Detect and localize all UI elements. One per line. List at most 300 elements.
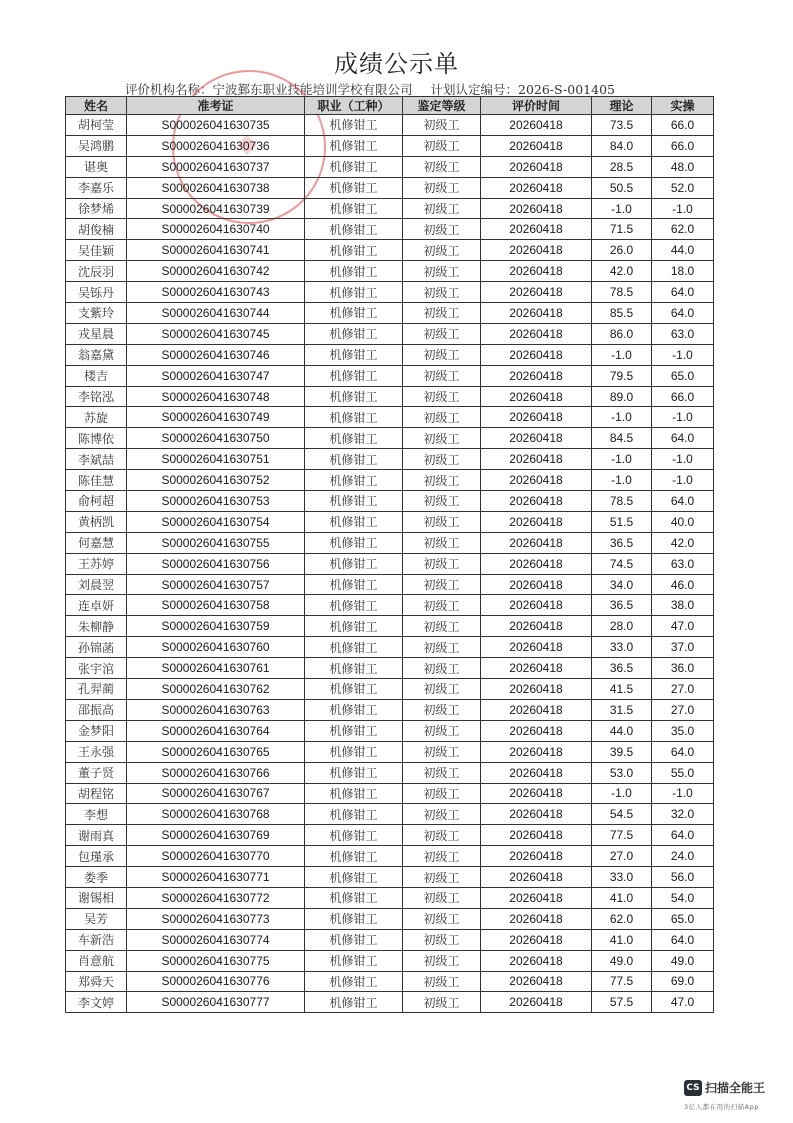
cell-practical: 65.0 — [652, 908, 714, 929]
cell-practical: -1.0 — [652, 198, 714, 219]
table-row — [66, 553, 714, 574]
cell-name: 李铭泓 — [66, 386, 127, 407]
cell-practical: 37.0 — [652, 637, 714, 658]
cell-name: 王苏婷 — [66, 553, 127, 574]
table-row — [66, 135, 714, 156]
cell-theory: 36.5 — [592, 595, 652, 616]
cell-theory: 85.5 — [592, 303, 652, 324]
cell-level: 初级工 — [403, 741, 481, 762]
cell-practical: 47.0 — [652, 992, 714, 1013]
cell-date: 20260418 — [481, 741, 592, 762]
cell-theory: 57.5 — [592, 992, 652, 1013]
cell-occupation: 机修钳工 — [305, 595, 403, 616]
cell-level: 初级工 — [403, 929, 481, 950]
cell-practical: 64.0 — [652, 282, 714, 303]
cell-level: 初级工 — [403, 156, 481, 177]
table-row — [66, 971, 714, 992]
cell-occupation: 机修钳工 — [305, 344, 403, 365]
cell-date: 20260418 — [481, 115, 592, 136]
table-row — [66, 825, 714, 846]
cell-level: 初级工 — [403, 971, 481, 992]
table-row — [66, 115, 714, 136]
cell-theory: 79.5 — [592, 365, 652, 386]
cell-name: 李嘉乐 — [66, 177, 127, 198]
cell-practical: 66.0 — [652, 115, 714, 136]
cell-practical: 48.0 — [652, 156, 714, 177]
cell-level: 初级工 — [403, 491, 481, 512]
cell-name: 谌奥 — [66, 156, 127, 177]
cell-date: 20260418 — [481, 135, 592, 156]
header-level: 鉴定等级 — [403, 97, 481, 115]
cell-date: 20260418 — [481, 470, 592, 491]
table-row — [66, 177, 714, 198]
cell-name: 郑舜天 — [66, 971, 127, 992]
cell-practical: 42.0 — [652, 532, 714, 553]
watermark-tagline: 3亿人都在用的扫描App — [684, 1103, 759, 1111]
cell-practical: 24.0 — [652, 846, 714, 867]
cell-date: 20260418 — [481, 804, 592, 825]
cell-name: 谢雨真 — [66, 825, 127, 846]
table-row — [66, 323, 714, 344]
cell-date: 20260418 — [481, 344, 592, 365]
cell-exam-id: S000026041630744 — [127, 303, 305, 324]
cell-theory: -1.0 — [592, 783, 652, 804]
cell-date: 20260418 — [481, 637, 592, 658]
cell-date: 20260418 — [481, 386, 592, 407]
table-row — [66, 344, 714, 365]
cell-theory: 41.0 — [592, 929, 652, 950]
cell-name: 吴佳颖 — [66, 240, 127, 261]
table-row — [66, 428, 714, 449]
cell-level: 初级工 — [403, 846, 481, 867]
cell-theory: 42.0 — [592, 261, 652, 282]
cell-practical: 64.0 — [652, 929, 714, 950]
cell-date: 20260418 — [481, 762, 592, 783]
cell-exam-id: S000026041630742 — [127, 261, 305, 282]
cell-theory: 41.0 — [592, 887, 652, 908]
cell-date: 20260418 — [481, 156, 592, 177]
cell-practical: 36.0 — [652, 658, 714, 679]
table-row — [66, 303, 714, 324]
cell-name: 翁嘉黛 — [66, 344, 127, 365]
cell-level: 初级工 — [403, 804, 481, 825]
cell-name: 李文婷 — [66, 992, 127, 1013]
table-row — [66, 532, 714, 553]
cell-name: 吴铄丹 — [66, 282, 127, 303]
cell-level: 初级工 — [403, 282, 481, 303]
cell-practical: 46.0 — [652, 574, 714, 595]
cell-occupation: 机修钳工 — [305, 783, 403, 804]
score-table — [65, 96, 714, 1013]
cell-practical: 27.0 — [652, 679, 714, 700]
cell-occupation: 机修钳工 — [305, 115, 403, 136]
cell-level: 初级工 — [403, 887, 481, 908]
table-row — [66, 783, 714, 804]
table-row — [66, 804, 714, 825]
cell-theory: -1.0 — [592, 344, 652, 365]
cell-theory: 84.5 — [592, 428, 652, 449]
cell-practical: 63.0 — [652, 553, 714, 574]
cell-occupation: 机修钳工 — [305, 929, 403, 950]
cell-occupation: 机修钳工 — [305, 867, 403, 888]
cell-practical: 65.0 — [652, 365, 714, 386]
cell-occupation: 机修钳工 — [305, 720, 403, 741]
cell-occupation: 机修钳工 — [305, 679, 403, 700]
table-row — [66, 741, 714, 762]
cell-level: 初级工 — [403, 219, 481, 240]
cell-practical: 62.0 — [652, 219, 714, 240]
cell-exam-id: S000026041630757 — [127, 574, 305, 595]
cell-date: 20260418 — [481, 323, 592, 344]
header-practical: 实操 — [652, 97, 714, 115]
cell-exam-id: S000026041630741 — [127, 240, 305, 261]
cell-exam-id: S000026041630760 — [127, 637, 305, 658]
cell-date: 20260418 — [481, 365, 592, 386]
cell-level: 初级工 — [403, 449, 481, 470]
cell-exam-id: S000026041630739 — [127, 198, 305, 219]
cell-practical: 69.0 — [652, 971, 714, 992]
cell-level: 初级工 — [403, 323, 481, 344]
scanner-watermark — [684, 1077, 784, 1111]
cell-exam-id: S000026041630771 — [127, 867, 305, 888]
cell-date: 20260418 — [481, 867, 592, 888]
cell-name: 孔羿蔺 — [66, 679, 127, 700]
table-row — [66, 449, 714, 470]
table-row — [66, 261, 714, 282]
cell-theory: 62.0 — [592, 908, 652, 929]
cell-date: 20260418 — [481, 616, 592, 637]
cell-date: 20260418 — [481, 261, 592, 282]
cell-date: 20260418 — [481, 720, 592, 741]
cell-occupation: 机修钳工 — [305, 887, 403, 908]
cell-level: 初级工 — [403, 616, 481, 637]
cell-name: 胡程铭 — [66, 783, 127, 804]
cell-date: 20260418 — [481, 449, 592, 470]
cell-theory: 26.0 — [592, 240, 652, 261]
cell-occupation: 机修钳工 — [305, 846, 403, 867]
cell-theory: 84.0 — [592, 135, 652, 156]
cell-practical: 52.0 — [652, 177, 714, 198]
table-row — [66, 407, 714, 428]
cell-exam-id: S000026041630750 — [127, 428, 305, 449]
table-row — [66, 511, 714, 532]
cell-theory: 86.0 — [592, 323, 652, 344]
cell-name: 肖意航 — [66, 950, 127, 971]
cell-level: 初级工 — [403, 992, 481, 1013]
cell-name: 戎星晨 — [66, 323, 127, 344]
cell-date: 20260418 — [481, 658, 592, 679]
camscanner-logo-icon: CS — [684, 1080, 702, 1096]
cell-name: 胡俊楠 — [66, 219, 127, 240]
cell-date: 20260418 — [481, 491, 592, 512]
cell-date: 20260418 — [481, 428, 592, 449]
table-row — [66, 470, 714, 491]
table-row — [66, 282, 714, 303]
cell-exam-id: S000026041630777 — [127, 992, 305, 1013]
cell-theory: 33.0 — [592, 637, 652, 658]
cell-occupation: 机修钳工 — [305, 532, 403, 553]
cell-name: 张宇涫 — [66, 658, 127, 679]
cell-name: 楼吉 — [66, 365, 127, 386]
cell-date: 20260418 — [481, 950, 592, 971]
cell-theory: 36.5 — [592, 532, 652, 553]
cell-level: 初级工 — [403, 637, 481, 658]
cell-exam-id: S000026041630755 — [127, 532, 305, 553]
cell-theory: -1.0 — [592, 407, 652, 428]
cell-name: 苏旋 — [66, 407, 127, 428]
cell-exam-id: S000026041630776 — [127, 971, 305, 992]
cell-exam-id: S000026041630737 — [127, 156, 305, 177]
table-row — [66, 846, 714, 867]
header-exam-id: 准考证 — [127, 97, 305, 115]
cell-practical: 18.0 — [652, 261, 714, 282]
cell-name: 娄季 — [66, 867, 127, 888]
cell-name: 董子贤 — [66, 762, 127, 783]
cell-theory: 27.0 — [592, 846, 652, 867]
table-row — [66, 950, 714, 971]
cell-exam-id: S000026041630774 — [127, 929, 305, 950]
table-row — [66, 491, 714, 512]
cell-theory: -1.0 — [592, 470, 652, 491]
cell-date: 20260418 — [481, 992, 592, 1013]
cell-name: 邵振高 — [66, 699, 127, 720]
cell-exam-id: S000026041630764 — [127, 720, 305, 741]
cell-name: 刘晨翌 — [66, 574, 127, 595]
cell-date: 20260418 — [481, 908, 592, 929]
table-row — [66, 992, 714, 1013]
cell-practical: 47.0 — [652, 616, 714, 637]
table-row — [66, 929, 714, 950]
table-row — [66, 887, 714, 908]
cell-date: 20260418 — [481, 282, 592, 303]
cell-name: 李斌喆 — [66, 449, 127, 470]
cell-name: 连卓妍 — [66, 595, 127, 616]
cell-date: 20260418 — [481, 303, 592, 324]
cell-practical: -1.0 — [652, 344, 714, 365]
table-row — [66, 867, 714, 888]
table-row — [66, 386, 714, 407]
cell-level: 初级工 — [403, 720, 481, 741]
cell-exam-id: S000026041630740 — [127, 219, 305, 240]
cell-exam-id: S000026041630745 — [127, 323, 305, 344]
cell-level: 初级工 — [403, 135, 481, 156]
cell-occupation: 机修钳工 — [305, 470, 403, 491]
cell-practical: 64.0 — [652, 825, 714, 846]
page-title: 成绩公示单 — [334, 50, 459, 78]
cell-occupation: 机修钳工 — [305, 449, 403, 470]
cell-theory: -1.0 — [592, 449, 652, 470]
cell-occupation: 机修钳工 — [305, 407, 403, 428]
cell-date: 20260418 — [481, 532, 592, 553]
cell-name: 车新浩 — [66, 929, 127, 950]
cell-name: 俞柯超 — [66, 491, 127, 512]
cell-level: 初级工 — [403, 867, 481, 888]
cell-theory: 51.5 — [592, 511, 652, 532]
cell-occupation: 机修钳工 — [305, 825, 403, 846]
cell-theory: 74.5 — [592, 553, 652, 574]
cell-exam-id: S000026041630772 — [127, 887, 305, 908]
cell-practical: -1.0 — [652, 449, 714, 470]
cell-level: 初级工 — [403, 595, 481, 616]
cell-date: 20260418 — [481, 699, 592, 720]
cell-date: 20260418 — [481, 219, 592, 240]
cell-theory: 77.5 — [592, 971, 652, 992]
cell-name: 孙锦菡 — [66, 637, 127, 658]
cell-exam-id: S000026041630743 — [127, 282, 305, 303]
cell-exam-id: S000026041630773 — [127, 908, 305, 929]
table-row — [66, 365, 714, 386]
cell-date: 20260418 — [481, 198, 592, 219]
cell-name: 金梦阳 — [66, 720, 127, 741]
table-row — [66, 219, 714, 240]
cell-theory: 77.5 — [592, 825, 652, 846]
cell-level: 初级工 — [403, 177, 481, 198]
cell-occupation: 机修钳工 — [305, 323, 403, 344]
cell-occupation: 机修钳工 — [305, 156, 403, 177]
cell-practical: 40.0 — [652, 511, 714, 532]
cell-date: 20260418 — [481, 679, 592, 700]
plan-number: 计划认定编号：2026-S-001405 — [430, 82, 615, 97]
cell-level: 初级工 — [403, 303, 481, 324]
cell-occupation: 机修钳工 — [305, 699, 403, 720]
cell-exam-id: S000026041630769 — [127, 825, 305, 846]
cell-exam-id: S000026041630775 — [127, 950, 305, 971]
cell-level: 初级工 — [403, 115, 481, 136]
cell-name: 支紫玲 — [66, 303, 127, 324]
cell-occupation: 机修钳工 — [305, 219, 403, 240]
cell-name: 黄柄凯 — [66, 511, 127, 532]
cell-name: 朱柳静 — [66, 616, 127, 637]
cell-occupation: 机修钳工 — [305, 303, 403, 324]
cell-date: 20260418 — [481, 825, 592, 846]
cell-exam-id: S000026041630754 — [127, 511, 305, 532]
cell-level: 初级工 — [403, 470, 481, 491]
cell-theory: 49.0 — [592, 950, 652, 971]
table-row — [66, 637, 714, 658]
cell-level: 初级工 — [403, 658, 481, 679]
cell-occupation: 机修钳工 — [305, 616, 403, 637]
cell-exam-id: S000026041630766 — [127, 762, 305, 783]
cell-occupation: 机修钳工 — [305, 574, 403, 595]
cell-practical: 66.0 — [652, 386, 714, 407]
cell-practical: -1.0 — [652, 783, 714, 804]
table-body — [66, 115, 714, 1013]
cell-date: 20260418 — [481, 846, 592, 867]
cell-practical: 27.0 — [652, 699, 714, 720]
table-row — [66, 198, 714, 219]
org-name: 评价机构名称：宁波鄞东职业技能培训学校有限公司 — [125, 82, 413, 97]
table-header-row — [66, 97, 714, 115]
cell-date: 20260418 — [481, 177, 592, 198]
cell-date: 20260418 — [481, 407, 592, 428]
cell-name: 王永强 — [66, 741, 127, 762]
cell-date: 20260418 — [481, 574, 592, 595]
cell-name: 沈辰羽 — [66, 261, 127, 282]
cell-occupation: 机修钳工 — [305, 261, 403, 282]
cell-level: 初级工 — [403, 825, 481, 846]
cell-exam-id: S000026041630747 — [127, 365, 305, 386]
cell-occupation: 机修钳工 — [305, 658, 403, 679]
cell-exam-id: S000026041630752 — [127, 470, 305, 491]
cell-theory: 34.0 — [592, 574, 652, 595]
cell-exam-id: S000026041630735 — [127, 115, 305, 136]
cell-level: 初级工 — [403, 532, 481, 553]
cell-exam-id: S000026041630765 — [127, 741, 305, 762]
cell-occupation: 机修钳工 — [305, 553, 403, 574]
cell-practical: 63.0 — [652, 323, 714, 344]
cell-exam-id: S000026041630763 — [127, 699, 305, 720]
cell-date: 20260418 — [481, 553, 592, 574]
cell-practical: 54.0 — [652, 887, 714, 908]
cell-theory: 73.5 — [592, 115, 652, 136]
cell-theory: 78.5 — [592, 282, 652, 303]
cell-practical: 44.0 — [652, 240, 714, 261]
cell-level: 初级工 — [403, 261, 481, 282]
cell-occupation: 机修钳工 — [305, 511, 403, 532]
cell-level: 初级工 — [403, 386, 481, 407]
table-row — [66, 908, 714, 929]
cell-theory: 71.5 — [592, 219, 652, 240]
cell-exam-id: S000026041630756 — [127, 553, 305, 574]
cell-occupation: 机修钳工 — [305, 386, 403, 407]
cell-name: 谢锡相 — [66, 887, 127, 908]
cell-theory: 41.5 — [592, 679, 652, 700]
cell-name: 陈佳慧 — [66, 470, 127, 491]
cell-occupation: 机修钳工 — [305, 135, 403, 156]
cell-practical: 55.0 — [652, 762, 714, 783]
table-row — [66, 679, 714, 700]
cell-occupation: 机修钳工 — [305, 491, 403, 512]
cell-occupation: 机修钳工 — [305, 741, 403, 762]
table-row — [66, 616, 714, 637]
table-row — [66, 699, 714, 720]
cell-occupation: 机修钳工 — [305, 992, 403, 1013]
cell-exam-id: S000026041630753 — [127, 491, 305, 512]
cell-level: 初级工 — [403, 762, 481, 783]
cell-occupation: 机修钳工 — [305, 908, 403, 929]
cell-level: 初级工 — [403, 783, 481, 804]
cell-practical: 32.0 — [652, 804, 714, 825]
cell-theory: 54.5 — [592, 804, 652, 825]
cell-practical: -1.0 — [652, 470, 714, 491]
cell-exam-id: S000026041630736 — [127, 135, 305, 156]
cell-exam-id: S000026041630748 — [127, 386, 305, 407]
cell-exam-id: S000026041630749 — [127, 407, 305, 428]
cell-theory: 89.0 — [592, 386, 652, 407]
cell-theory: 31.5 — [592, 699, 652, 720]
cell-occupation: 机修钳工 — [305, 282, 403, 303]
cell-level: 初级工 — [403, 365, 481, 386]
cell-occupation: 机修钳工 — [305, 804, 403, 825]
cell-practical: 35.0 — [652, 720, 714, 741]
cell-name: 徐梦烯 — [66, 198, 127, 219]
cell-occupation: 机修钳工 — [305, 971, 403, 992]
cell-occupation: 机修钳工 — [305, 950, 403, 971]
header-occupation: 职业（工种） — [305, 97, 403, 115]
cell-occupation: 机修钳工 — [305, 198, 403, 219]
cell-theory: 44.0 — [592, 720, 652, 741]
cell-date: 20260418 — [481, 783, 592, 804]
cell-name: 包瑾承 — [66, 846, 127, 867]
cell-practical: 64.0 — [652, 428, 714, 449]
table-row — [66, 240, 714, 261]
cell-theory: 50.5 — [592, 177, 652, 198]
cell-practical: 49.0 — [652, 950, 714, 971]
cell-exam-id: S000026041630770 — [127, 846, 305, 867]
cell-date: 20260418 — [481, 971, 592, 992]
cell-name: 胡柯莹 — [66, 115, 127, 136]
cell-date: 20260418 — [481, 511, 592, 532]
